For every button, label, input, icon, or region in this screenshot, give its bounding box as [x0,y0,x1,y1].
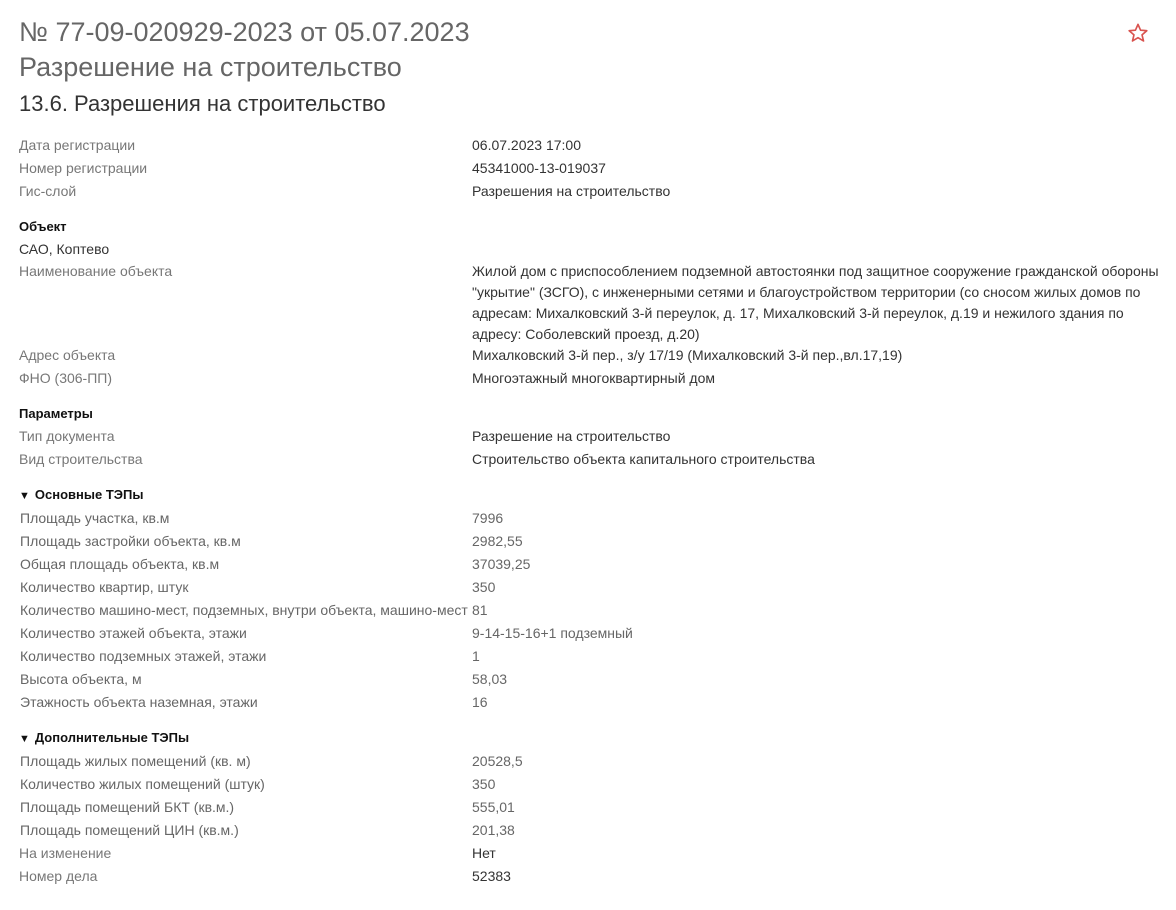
tep-value: 201,38 [472,822,515,838]
star-icon[interactable] [1127,22,1149,44]
object-section [19,218,1159,391]
tep-label: Количество жилых помещений (штук) [20,776,265,792]
field-value: 06.07.2023 17:00 [472,137,581,153]
tep-row [19,508,1159,531]
field-row [19,345,1159,368]
extra-tep-toggle[interactable] [19,729,1159,748]
tep-label: Площадь помещений ЦИН (кв.м.) [20,822,239,838]
params-section [19,405,1159,472]
field-row [19,426,1159,449]
tep-value: 58,03 [472,671,508,687]
field-row [19,135,1159,158]
field-label: Номер регистрации [19,160,148,176]
field-row [19,181,1159,204]
field-row [19,368,1159,391]
field-label: ФНО (306-ПП) [19,370,113,386]
tep-value: 81 [472,602,488,618]
tep-value: 20528,5 [472,753,523,769]
field-label: Наименование объекта [19,263,173,279]
field-value: 52383 [472,868,511,884]
tep-value: 7996 [472,510,504,526]
field-value: 45341000-13-019037 [472,160,606,176]
tep-value: 350 [472,579,496,595]
main-tep-toggle[interactable] [19,486,1159,505]
field-label: На изменение [19,845,112,861]
tep-row [19,646,1159,669]
field-value: Жилой дом с приспособлением подземной автостоянки под защитное сооружение гражданской обороны "укрытие" (ЗСГО), с инженерными сетями и благоустройством территории (со сносом жилых домов по адресам: Михалковский 3-й переулок, д. 17, Михалковский 3-й переулок, д.19 и нежилого здания по адресу: Соболевский проезд, д.20) [472,263,1159,342]
extra-tep-title: Дополнительные ТЭПы [34,730,190,745]
params-section-title: Параметры [19,406,93,421]
field-label: Адрес объекта [19,347,116,363]
field-label: Тип документа [19,428,115,444]
tep-row [19,797,1159,820]
tep-row [19,600,1159,623]
field-row [19,158,1159,181]
tep-label: Количество машино-мест, подземных, внутри объекта, машино-мест [20,602,468,618]
field-label: Номер дела [19,868,98,884]
tep-row [19,577,1159,600]
tep-row [19,774,1159,797]
collapse-arrow-icon: ▼ [19,490,30,502]
tep-label: Количество этажей объекта, этажи [20,625,247,641]
main-tep-title: Основные ТЭПы [34,487,144,502]
tep-row [19,669,1159,692]
tep-label: Общая площадь объекта, кв.м [20,556,220,572]
tep-label: Количество квартир, штук [20,579,189,595]
tep-row [19,751,1159,774]
field-label: Вид строительства [19,451,143,467]
field-value: Михалковский 3-й пер., з/у 17/19 (Михалковский 3-й пер.,вл.17,19) [472,347,903,363]
field-row [19,449,1159,472]
tep-value: 1 [472,648,480,664]
document-number-title: № 77-09-020929-2023 от 05.07.2023 [19,17,470,47]
field-value: Многоэтажный многоквартирный дом [472,370,716,386]
collapse-arrow-icon: ▼ [19,733,30,745]
tep-row [19,820,1159,843]
tep-value: 555,01 [472,799,515,815]
tep-label: Этажность объекта наземная, этажи [20,694,258,710]
field-value: Разрешение на строительство [472,428,671,444]
layer-title: 13.6. Разрешения на строительство [19,91,386,116]
registration-section [19,135,1159,204]
tep-label: Площадь помещений БКТ (кв.м.) [20,799,235,815]
field-row [19,261,1159,345]
tep-label: Высота объекта, м [20,671,142,687]
tep-value: 2982,55 [472,533,523,549]
tep-value: 9-14-15-16+1 подземный [472,625,633,641]
tep-value: 350 [472,776,496,792]
footer-fields [19,843,1159,889]
field-value: Разрешения на строительство [472,183,671,199]
tep-row [19,531,1159,554]
field-row [19,843,1159,866]
tep-label: Площадь застройки объекта, кв.м [20,533,241,549]
tep-row [19,623,1159,646]
tep-label: Площадь участка, кв.м [20,510,170,526]
tep-value: 16 [472,694,488,710]
document-card [19,14,1159,889]
tep-row [19,554,1159,577]
tep-row [19,692,1159,715]
field-value: Нет [472,845,496,861]
object-district: САО, Коптево [19,241,110,257]
extra-tep-section [19,729,1159,843]
field-row [19,866,1159,889]
tep-value: 37039,25 [472,556,531,572]
field-label: Гис-слой [19,183,77,199]
tep-label: Количество подземных этажей, этажи [20,648,267,664]
field-value: Строительство объекта капитального строительства [472,451,815,467]
document-type-title: Разрешение на строительство [19,52,402,82]
field-label: Дата регистрации [19,137,136,153]
main-tep-section [19,486,1159,715]
object-section-title: Объект [19,219,67,234]
tep-label: Площадь жилых помещений (кв. м) [20,753,251,769]
